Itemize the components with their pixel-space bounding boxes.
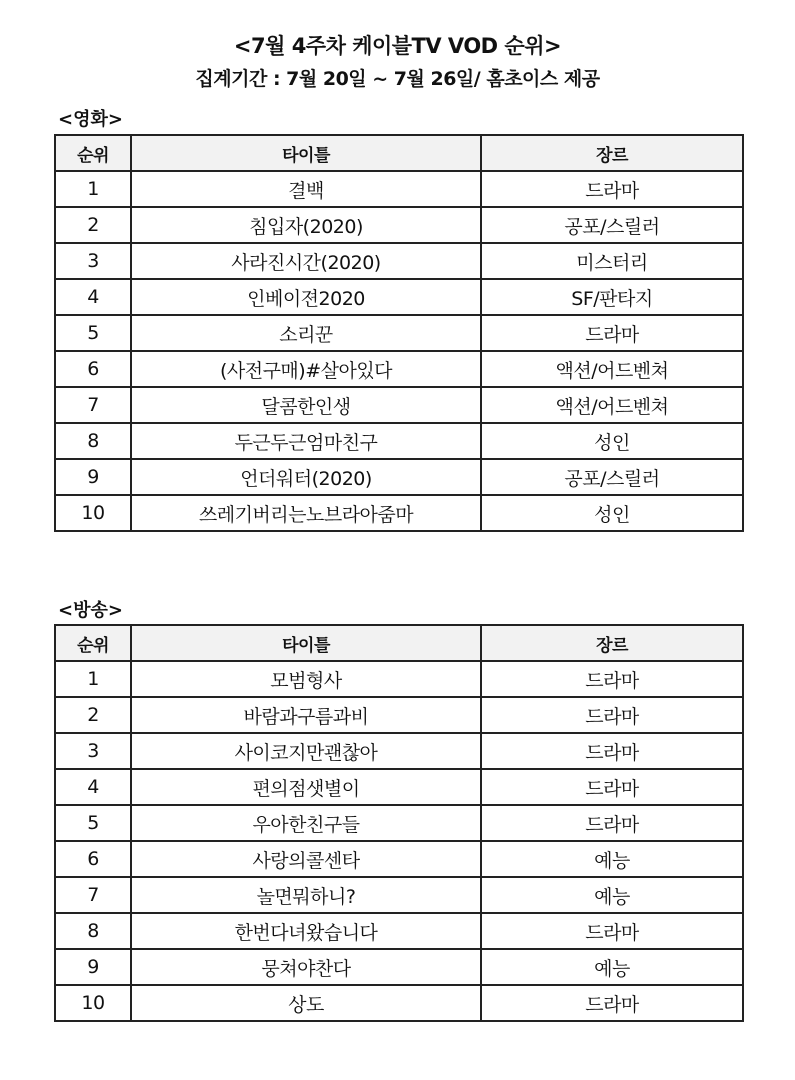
cell-genre: 드라마 xyxy=(481,733,743,769)
cell-rank: 7 xyxy=(55,387,131,423)
table-row xyxy=(55,243,743,279)
cell-rank: 3 xyxy=(55,733,131,769)
cell-rank: 6 xyxy=(55,841,131,877)
cell-title: 사라진시간(2020) xyxy=(131,243,481,279)
table-row xyxy=(55,733,743,769)
cell-rank: 8 xyxy=(55,423,131,459)
cell-rank: 4 xyxy=(55,769,131,805)
table-row xyxy=(55,949,743,985)
header-rank: 순위 xyxy=(55,625,131,661)
header-genre: 장르 xyxy=(481,135,743,171)
table-row xyxy=(55,877,743,913)
table-row xyxy=(55,387,743,423)
broadcast-section-label: <방송> xyxy=(58,600,123,621)
cell-title: 편의점샛별이 xyxy=(131,769,481,805)
table-row xyxy=(55,351,743,387)
cell-rank: 10 xyxy=(55,495,131,531)
broadcast-table xyxy=(54,624,744,1022)
cell-genre: 미스터리 xyxy=(481,243,743,279)
table-header-row xyxy=(55,625,743,661)
movies-table xyxy=(54,134,744,532)
cell-genre: 예능 xyxy=(481,949,743,985)
header-rank: 순위 xyxy=(55,135,131,171)
cell-title: 우아한친구들 xyxy=(131,805,481,841)
cell-rank: 1 xyxy=(55,171,131,207)
cell-title: 모범형사 xyxy=(131,661,481,697)
cell-genre: 액션/어드벤쳐 xyxy=(481,351,743,387)
table-row xyxy=(55,769,743,805)
cell-rank: 8 xyxy=(55,913,131,949)
cell-title: 소리꾼 xyxy=(131,315,481,351)
cell-genre: 공포/스릴러 xyxy=(481,459,743,495)
cell-genre: 드라마 xyxy=(481,697,743,733)
page-subtitle: 집계기간 : 7월 20일 ~ 7월 26일/ 홈초이스 제공 xyxy=(195,68,600,90)
cell-genre: 성인 xyxy=(481,495,743,531)
table-row xyxy=(55,279,743,315)
cell-title: 한번다녀왔습니다 xyxy=(131,913,481,949)
cell-title: 달콤한인생 xyxy=(131,387,481,423)
cell-title: 바람과구름과비 xyxy=(131,697,481,733)
cell-title: 결백 xyxy=(131,171,481,207)
cell-genre: 액션/어드벤쳐 xyxy=(481,387,743,423)
cell-rank: 1 xyxy=(55,661,131,697)
table-row xyxy=(55,661,743,697)
cell-rank: 9 xyxy=(55,459,131,495)
cell-rank: 10 xyxy=(55,985,131,1021)
cell-title: 언더워터(2020) xyxy=(131,459,481,495)
table-row xyxy=(55,459,743,495)
cell-title: (사전구매)#살아있다 xyxy=(131,351,481,387)
cell-genre: 드라마 xyxy=(481,661,743,697)
cell-title: 인베이젼2020 xyxy=(131,279,481,315)
cell-title: 상도 xyxy=(131,985,481,1021)
cell-genre: 드라마 xyxy=(481,805,743,841)
cell-rank: 3 xyxy=(55,243,131,279)
table-row xyxy=(55,841,743,877)
cell-rank: 2 xyxy=(55,207,131,243)
header-genre: 장르 xyxy=(481,625,743,661)
table-header-row xyxy=(55,135,743,171)
table-row xyxy=(55,697,743,733)
cell-rank: 6 xyxy=(55,351,131,387)
table-row xyxy=(55,495,743,531)
cell-genre: 드라마 xyxy=(481,913,743,949)
header-title: 타이틀 xyxy=(131,135,481,171)
header-title: 타이틀 xyxy=(131,625,481,661)
cell-genre: SF/판타지 xyxy=(481,279,743,315)
table-row xyxy=(55,423,743,459)
cell-genre: 드라마 xyxy=(481,985,743,1021)
cell-genre: 예능 xyxy=(481,841,743,877)
cell-title: 놀면뭐하니? xyxy=(131,877,481,913)
cell-rank: 7 xyxy=(55,877,131,913)
cell-rank: 2 xyxy=(55,697,131,733)
table-row xyxy=(55,913,743,949)
table-row xyxy=(55,985,743,1021)
cell-title: 뭉쳐야찬다 xyxy=(131,949,481,985)
cell-genre: 성인 xyxy=(481,423,743,459)
cell-title: 쓰레기버리는노브라아줌마 xyxy=(131,495,481,531)
table-row xyxy=(55,805,743,841)
cell-rank: 5 xyxy=(55,805,131,841)
cell-genre: 드라마 xyxy=(481,315,743,351)
cell-rank: 9 xyxy=(55,949,131,985)
cell-genre: 드라마 xyxy=(481,171,743,207)
cell-rank: 5 xyxy=(55,315,131,351)
cell-title: 침입자(2020) xyxy=(131,207,481,243)
table-row xyxy=(55,315,743,351)
cell-title: 두근두근엄마친구 xyxy=(131,423,481,459)
page-title: <7월 4주차 케이블TV VOD 순위> xyxy=(233,34,562,58)
cell-rank: 4 xyxy=(55,279,131,315)
cell-genre: 공포/스릴러 xyxy=(481,207,743,243)
table-row xyxy=(55,207,743,243)
cell-title: 사이코지만괜찮아 xyxy=(131,733,481,769)
movies-section-label: <영화> xyxy=(58,109,123,130)
cell-genre: 드라마 xyxy=(481,769,743,805)
table-row xyxy=(55,171,743,207)
cell-genre: 예능 xyxy=(481,877,743,913)
cell-title: 사랑의콜센타 xyxy=(131,841,481,877)
